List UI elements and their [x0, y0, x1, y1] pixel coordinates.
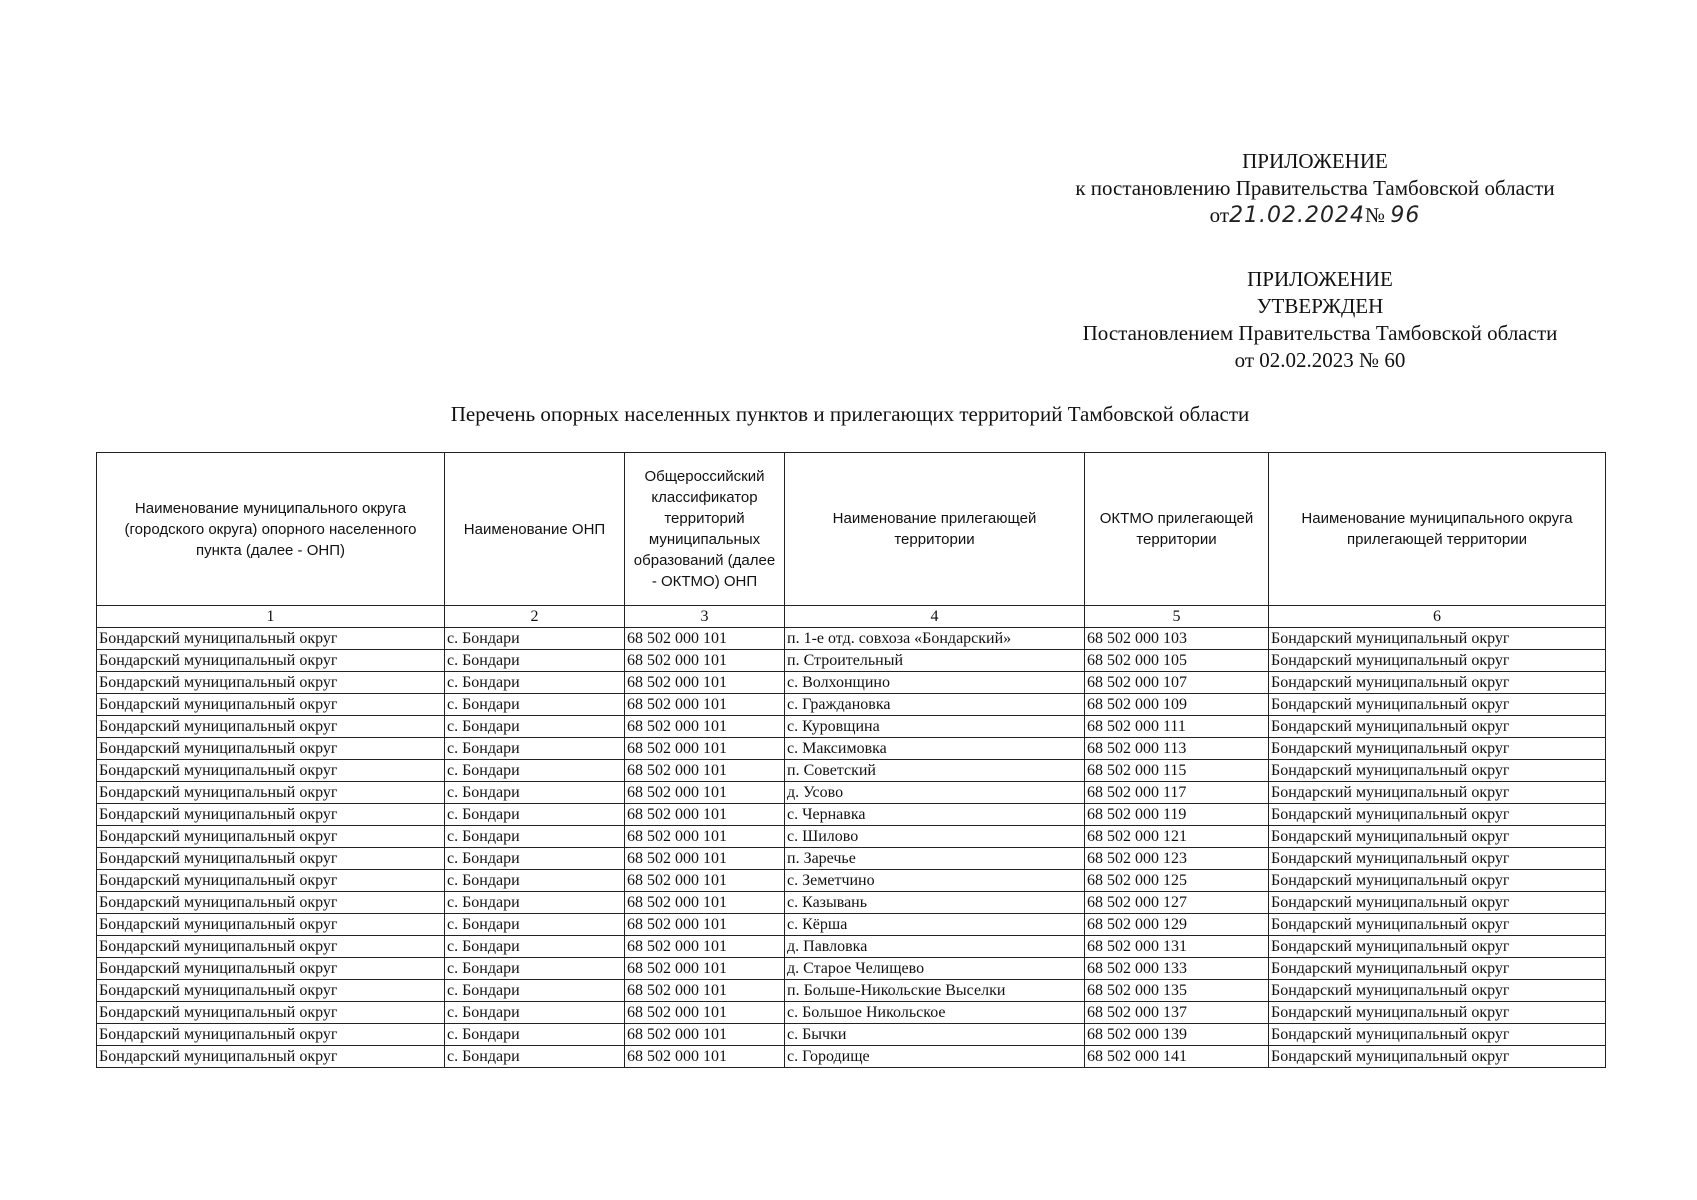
approved-label: УТВЕРЖДЕН — [1256, 294, 1384, 318]
table-row — [97, 914, 1606, 936]
cell-adjacent-district: Бондарский муниципальный округ — [1269, 1024, 1606, 1046]
header-adjacent-district: Наименование муниципального округа прилегающей территории — [1269, 453, 1606, 606]
cell-adjacent-district: Бондарский муниципальный округ — [1269, 1046, 1606, 1068]
cell-municipal-district: Бондарский муниципальный округ — [97, 958, 445, 980]
header-oktmo-adjacent: ОКТМО прилегающей территории — [1085, 453, 1269, 606]
cell-adjacent-district: Бондарский муниципальный округ — [1269, 1002, 1606, 1024]
cell-municipal-district: Бондарский муниципальный округ — [97, 892, 445, 914]
cell-adjacent-territory: с. Большое Никольское — [785, 1002, 1085, 1024]
cell-municipal-district: Бондарский муниципальный округ — [97, 1046, 445, 1068]
cell-onp-name: с. Бондари — [445, 870, 625, 892]
cell-adjacent-district: Бондарский муниципальный округ — [1269, 914, 1606, 936]
cell-oktmo-adjacent: 68 502 000 113 — [1085, 738, 1269, 760]
cell-oktmo-onp: 68 502 000 101 — [625, 804, 785, 826]
cell-onp-name: с. Бондари — [445, 826, 625, 848]
header-municipal-district: Наименование муниципального округа (городского округа) опорного населенного пункта (далее - ОНП) — [97, 453, 445, 606]
cell-oktmo-onp: 68 502 000 101 — [625, 1046, 785, 1068]
table-row — [97, 782, 1606, 804]
table-row — [97, 628, 1606, 650]
cell-adjacent-district: Бондарский муниципальный округ — [1269, 936, 1606, 958]
column-number: 6 — [1269, 606, 1606, 628]
table-row — [97, 672, 1606, 694]
cell-municipal-district: Бондарский муниципальный округ — [97, 650, 445, 672]
cell-adjacent-district: Бондарский муниципальный округ — [1269, 650, 1606, 672]
approval-date-number: от 02.02.2023 № 60 — [1234, 348, 1406, 372]
column-number: 5 — [1085, 606, 1269, 628]
cell-municipal-district: Бондарский муниципальный округ — [97, 672, 445, 694]
cell-oktmo-adjacent: 68 502 000 111 — [1085, 716, 1269, 738]
appendix-reference: к постановлению Правительства Тамбовской области — [1075, 176, 1555, 200]
cell-adjacent-territory: п. Советский — [785, 760, 1085, 782]
cell-oktmo-onp: 68 502 000 101 — [625, 826, 785, 848]
cell-onp-name: с. Бондари — [445, 1002, 625, 1024]
cell-adjacent-territory: д. Павловка — [785, 936, 1085, 958]
cell-adjacent-territory: д. Усово — [785, 782, 1085, 804]
table-row — [97, 760, 1606, 782]
cell-oktmo-onp: 68 502 000 101 — [625, 650, 785, 672]
cell-onp-name: с. Бондари — [445, 694, 625, 716]
cell-adjacent-territory: с. Куровщина — [785, 716, 1085, 738]
cell-municipal-district: Бондарский муниципальный округ — [97, 870, 445, 892]
cell-adjacent-district: Бондарский муниципальный округ — [1269, 716, 1606, 738]
table-row — [97, 958, 1606, 980]
cell-municipal-district: Бондарский муниципальный округ — [97, 936, 445, 958]
cell-oktmo-adjacent: 68 502 000 127 — [1085, 892, 1269, 914]
cell-oktmo-adjacent: 68 502 000 103 — [1085, 628, 1269, 650]
table-row — [97, 848, 1606, 870]
cell-onp-name: с. Бондари — [445, 628, 625, 650]
settlements-table-container — [96, 452, 1605, 1068]
cell-onp-name: с. Бондари — [445, 782, 625, 804]
from-label: от — [1209, 203, 1230, 227]
table-row — [97, 650, 1606, 672]
cell-oktmo-onp: 68 502 000 101 — [625, 760, 785, 782]
cell-onp-name: с. Бондари — [445, 650, 625, 672]
cell-onp-name: с. Бондари — [445, 804, 625, 826]
cell-oktmo-adjacent: 68 502 000 133 — [1085, 958, 1269, 980]
table-header-row — [97, 453, 1606, 606]
table-row — [97, 870, 1606, 892]
header-oktmo-onp: Общероссийский классификатор территорий муниципальных образований (далее - ОКТМО) ОНП — [625, 453, 785, 606]
table-row — [97, 804, 1606, 826]
cell-onp-name: с. Бондари — [445, 892, 625, 914]
table-row — [97, 892, 1606, 914]
cell-adjacent-territory: с. Городище — [785, 1046, 1085, 1068]
cell-adjacent-territory: с. Граждановка — [785, 694, 1085, 716]
cell-oktmo-onp: 68 502 000 101 — [625, 936, 785, 958]
cell-oktmo-adjacent: 68 502 000 141 — [1085, 1046, 1269, 1068]
cell-oktmo-onp: 68 502 000 101 — [625, 672, 785, 694]
cell-municipal-district: Бондарский муниципальный округ — [97, 804, 445, 826]
cell-oktmo-adjacent: 68 502 000 115 — [1085, 760, 1269, 782]
table-row — [97, 738, 1606, 760]
settlements-table — [96, 452, 1606, 1068]
table-row — [97, 1002, 1606, 1024]
cell-adjacent-district: Бондарский муниципальный округ — [1269, 980, 1606, 1002]
cell-adjacent-territory: с. Кёрша — [785, 914, 1085, 936]
cell-oktmo-adjacent: 68 502 000 123 — [1085, 848, 1269, 870]
cell-oktmo-onp: 68 502 000 101 — [625, 694, 785, 716]
cell-oktmo-onp: 68 502 000 101 — [625, 958, 785, 980]
cell-oktmo-adjacent: 68 502 000 105 — [1085, 650, 1269, 672]
cell-adjacent-district: Бондарский муниципальный округ — [1269, 892, 1606, 914]
cell-adjacent-territory: с. Максимовка — [785, 738, 1085, 760]
cell-oktmo-onp: 68 502 000 101 — [625, 848, 785, 870]
table-row — [97, 980, 1606, 1002]
cell-adjacent-district: Бондарский муниципальный округ — [1269, 804, 1606, 826]
table-row — [97, 936, 1606, 958]
cell-adjacent-district: Бондарский муниципальный округ — [1269, 628, 1606, 650]
approval-reference: Постановлением Правительства Тамбовской области — [1082, 321, 1558, 345]
cell-adjacent-territory: с. Шилово — [785, 826, 1085, 848]
cell-adjacent-territory: с. Чернавка — [785, 804, 1085, 826]
cell-municipal-district: Бондарский муниципальный округ — [97, 694, 445, 716]
cell-adjacent-territory: с. Бычки — [785, 1024, 1085, 1046]
cell-municipal-district: Бондарский муниципальный округ — [97, 980, 445, 1002]
handwritten-number: 96 — [1390, 203, 1421, 228]
cell-oktmo-adjacent: 68 502 000 121 — [1085, 826, 1269, 848]
cell-municipal-district: Бондарский муниципальный округ — [97, 1002, 445, 1024]
table-row — [97, 694, 1606, 716]
document-title: Перечень опорных населенных пунктов и прилегающих территорий Тамбовской области — [450, 402, 1250, 426]
cell-oktmo-onp: 68 502 000 101 — [625, 1024, 785, 1046]
cell-oktmo-adjacent: 68 502 000 117 — [1085, 782, 1269, 804]
cell-municipal-district: Бондарский муниципальный округ — [97, 1024, 445, 1046]
cell-municipal-district: Бондарский муниципальный округ — [97, 716, 445, 738]
approval-appendix-title: ПРИЛОЖЕНИЕ — [1247, 267, 1393, 291]
header-onp-name: Наименование ОНП — [445, 453, 625, 606]
number-label: № — [1365, 203, 1386, 227]
cell-onp-name: с. Бондари — [445, 980, 625, 1002]
cell-onp-name: с. Бондари — [445, 738, 625, 760]
cell-onp-name: с. Бондари — [445, 936, 625, 958]
appendix-title: ПРИЛОЖЕНИЕ — [1242, 149, 1388, 173]
cell-oktmo-adjacent: 68 502 000 137 — [1085, 1002, 1269, 1024]
cell-oktmo-onp: 68 502 000 101 — [625, 782, 785, 804]
cell-onp-name: с. Бондари — [445, 1024, 625, 1046]
cell-adjacent-territory: п. Больше-Никольские Выселки — [785, 980, 1085, 1002]
cell-adjacent-territory: д. Старое Челищево — [785, 958, 1085, 980]
cell-adjacent-territory: с. Волхонщино — [785, 672, 1085, 694]
cell-adjacent-district: Бондарский муниципальный округ — [1269, 760, 1606, 782]
cell-oktmo-adjacent: 68 502 000 119 — [1085, 804, 1269, 826]
cell-oktmo-adjacent: 68 502 000 131 — [1085, 936, 1269, 958]
column-number-row — [97, 606, 1606, 628]
table-row — [97, 1024, 1606, 1046]
column-number: 1 — [97, 606, 445, 628]
cell-adjacent-territory: п. Заречье — [785, 848, 1085, 870]
table-row — [97, 1046, 1606, 1068]
table-row — [97, 826, 1606, 848]
cell-oktmo-onp: 68 502 000 101 — [625, 892, 785, 914]
table-body — [97, 606, 1606, 1068]
cell-municipal-district: Бондарский муниципальный округ — [97, 914, 445, 936]
cell-adjacent-district: Бондарский муниципальный округ — [1269, 672, 1606, 694]
handwritten-date: 21.02.2024 — [1229, 203, 1366, 228]
column-number: 2 — [445, 606, 625, 628]
cell-oktmo-onp: 68 502 000 101 — [625, 980, 785, 1002]
cell-oktmo-onp: 68 502 000 101 — [625, 716, 785, 738]
header-adjacent-territory: Наименование прилегающей территории — [785, 453, 1085, 606]
cell-onp-name: с. Бондари — [445, 1046, 625, 1068]
cell-oktmo-adjacent: 68 502 000 139 — [1085, 1024, 1269, 1046]
approval-header — [1040, 266, 1600, 374]
cell-oktmo-onp: 68 502 000 101 — [625, 1002, 785, 1024]
cell-municipal-district: Бондарский муниципальный округ — [97, 760, 445, 782]
cell-adjacent-district: Бондарский муниципальный округ — [1269, 870, 1606, 892]
cell-oktmo-adjacent: 68 502 000 135 — [1085, 980, 1269, 1002]
cell-adjacent-district: Бондарский муниципальный округ — [1269, 826, 1606, 848]
cell-municipal-district: Бондарский муниципальный округ — [97, 826, 445, 848]
table-row — [97, 716, 1606, 738]
cell-adjacent-district: Бондарский муниципальный округ — [1269, 782, 1606, 804]
column-number: 4 — [785, 606, 1085, 628]
cell-oktmo-adjacent: 68 502 000 109 — [1085, 694, 1269, 716]
cell-adjacent-territory: п. 1-е отд. совхоза «Бондарский» — [785, 628, 1085, 650]
cell-onp-name: с. Бондари — [445, 716, 625, 738]
cell-municipal-district: Бондарский муниципальный округ — [97, 628, 445, 650]
cell-onp-name: с. Бондари — [445, 958, 625, 980]
cell-adjacent-district: Бондарский муниципальный округ — [1269, 738, 1606, 760]
cell-oktmo-adjacent: 68 502 000 125 — [1085, 870, 1269, 892]
cell-oktmo-onp: 68 502 000 101 — [625, 628, 785, 650]
cell-oktmo-adjacent: 68 502 000 129 — [1085, 914, 1269, 936]
appendix-header — [1020, 148, 1610, 229]
cell-oktmo-adjacent: 68 502 000 107 — [1085, 672, 1269, 694]
column-number: 3 — [625, 606, 785, 628]
cell-municipal-district: Бондарский муниципальный округ — [97, 782, 445, 804]
cell-onp-name: с. Бондари — [445, 848, 625, 870]
cell-onp-name: с. Бондари — [445, 760, 625, 782]
cell-adjacent-territory: п. Строительный — [785, 650, 1085, 672]
cell-adjacent-district: Бондарский муниципальный округ — [1269, 958, 1606, 980]
cell-onp-name: с. Бондари — [445, 672, 625, 694]
cell-adjacent-territory: с. Земетчино — [785, 870, 1085, 892]
cell-adjacent-district: Бондарский муниципальный округ — [1269, 694, 1606, 716]
cell-oktmo-onp: 68 502 000 101 — [625, 870, 785, 892]
cell-adjacent-district: Бондарский муниципальный округ — [1269, 848, 1606, 870]
cell-municipal-district: Бондарский муниципальный округ — [97, 848, 445, 870]
cell-adjacent-territory: с. Казывань — [785, 892, 1085, 914]
cell-onp-name: с. Бондари — [445, 914, 625, 936]
cell-oktmo-onp: 68 502 000 101 — [625, 738, 785, 760]
cell-municipal-district: Бондарский муниципальный округ — [97, 738, 445, 760]
cell-oktmo-onp: 68 502 000 101 — [625, 914, 785, 936]
appendix-date-number-line — [1020, 202, 1610, 229]
